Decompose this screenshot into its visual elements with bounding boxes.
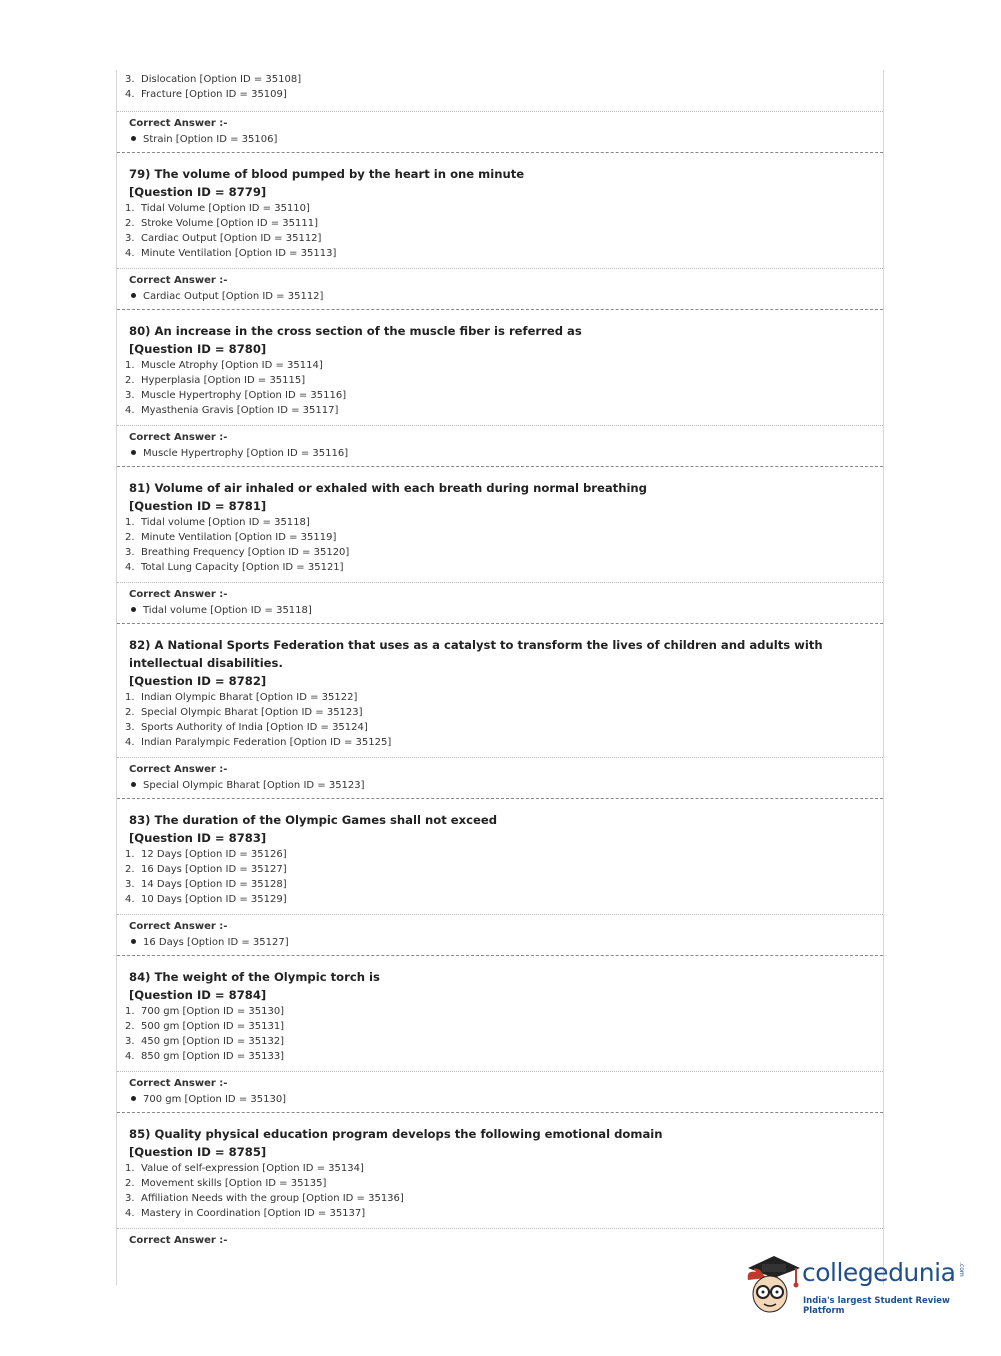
option: 4. 850 gm [Option ID = 35133] [125, 1051, 285, 1062]
correct-answer [117, 583, 883, 623]
option: 4. Total Lung Capacity [Option ID = 35121] [125, 562, 344, 573]
correct-answer-value: Tidal volume [Option ID = 35118] [129, 603, 871, 619]
correct-answer-label: Correct Answer :- [129, 764, 228, 775]
option: 3. Sports Authority of India [Option ID = 35124] [125, 722, 368, 733]
correct-answer-value: Cardiac Output [Option ID = 35112] [129, 289, 871, 305]
question-id: [Question ID = 8780] [129, 342, 267, 356]
question-block [117, 310, 883, 418]
option: 3. 14 Days [Option ID = 35128] [125, 879, 287, 890]
collegedunia-logo [740, 1250, 970, 1320]
option: 1. Value of self-expression [Option ID = 35134] [125, 1163, 364, 1174]
correct-answer [117, 269, 883, 309]
options-list [125, 515, 871, 575]
option: 2. 500 gm [Option ID = 35131] [125, 1021, 285, 1032]
option: 4. 10 Days [Option ID = 35129] [125, 894, 287, 905]
option: 1. 700 gm [Option ID = 35130] [125, 1006, 285, 1017]
question-id: [Question ID = 8783] [129, 831, 267, 845]
logo-wordmark: collegedunia [802, 1258, 956, 1287]
question-text: 79) The volume of blood pumped by the heart in one minute [129, 167, 525, 181]
option: 1. Tidal Volume [Option ID = 35110] [125, 203, 310, 214]
option: 2. Movement skills [Option ID = 35135] [125, 1178, 327, 1189]
correct-answer-label: Correct Answer :- [129, 921, 228, 932]
question-block [117, 153, 883, 261]
option: 3. Affiliation Needs with the group [Option ID = 35136] [125, 1193, 404, 1204]
question-block [117, 1113, 883, 1221]
option: 2. Special Olympic Bharat [Option ID = 35123] [125, 707, 363, 718]
question-text: 82) A National Sports Federation that uses as a catalyst to transform the lives of children and adults with intellectual disabilities. [129, 638, 823, 670]
question-id: [Question ID = 8782] [129, 674, 267, 688]
correct-answer-label: Correct Answer :- [129, 1235, 228, 1246]
question-paper [116, 70, 884, 1285]
question-block [117, 624, 883, 750]
correct-answer [117, 426, 883, 466]
prev-question-options [117, 70, 883, 102]
question-block [117, 799, 883, 907]
options-list [125, 1004, 871, 1064]
question-id: [Question ID = 8785] [129, 1145, 267, 1159]
correct-answer-value: 700 gm [Option ID = 35130] [129, 1092, 871, 1108]
option: 3. Muscle Hypertrophy [Option ID = 35116] [125, 390, 347, 401]
correct-answer-value: Special Olympic Bharat [Option ID = 35123] [129, 778, 871, 794]
correct-answer-label: Correct Answer :- [129, 432, 228, 443]
option: 2. Hyperplasia [Option ID = 35115] [125, 375, 306, 386]
correct-answer-label: Correct Answer :- [129, 589, 228, 600]
question-text: 81) Volume of air inhaled or exhaled with each breath during normal breathing [129, 481, 647, 495]
option: 4. Myasthenia Gravis [Option ID = 35117] [125, 405, 339, 416]
question-text: 80) An increase in the cross section of the muscle fiber is referred as [129, 324, 582, 338]
mascot-icon [740, 1250, 802, 1320]
option: 3. 450 gm [Option ID = 35132] [125, 1036, 285, 1047]
correct-answer-label: Correct Answer :- [129, 1078, 228, 1089]
option: 2. 16 Days [Option ID = 35127] [125, 864, 287, 875]
options-list [125, 1161, 871, 1221]
correct-answer-value: Strain [Option ID = 35106] [129, 132, 871, 148]
option: 4. Fracture [Option ID = 35109] [125, 89, 287, 100]
option: 1. Indian Olympic Bharat [Option ID = 35122] [125, 692, 358, 703]
option: 2. Stroke Volume [Option ID = 35111] [125, 218, 318, 229]
question-id: [Question ID = 8779] [129, 185, 267, 199]
option: 4. Mastery in Coordination [Option ID = 35137] [125, 1208, 366, 1219]
correct-answer [117, 1072, 883, 1112]
option: 2. Minute Ventilation [Option ID = 35119] [125, 532, 337, 543]
logo-suffix: .com [958, 1262, 965, 1277]
question-block [117, 467, 883, 575]
option: 1. Muscle Atrophy [Option ID = 35114] [125, 360, 323, 371]
logo-tagline: India's largest Student Review Platform [803, 1296, 950, 1316]
correct-answer-label: Correct Answer :- [129, 118, 228, 129]
question-text: 84) The weight of the Olympic torch is [129, 970, 380, 984]
correct-answer [117, 758, 883, 798]
options-list [125, 690, 871, 750]
correct-answer-value: Muscle Hypertrophy [Option ID = 35116] [129, 446, 871, 462]
correct-answer-label: Correct Answer :- [129, 275, 228, 286]
option: 4. Indian Paralympic Federation [Option ID = 35125] [125, 737, 392, 748]
option: 3. Breathing Frequency [Option ID = 35120] [125, 547, 350, 558]
question-block [117, 956, 883, 1064]
options-list [125, 201, 871, 261]
option: 3. Cardiac Output [Option ID = 35112] [125, 233, 322, 244]
option: 1. Tidal volume [Option ID = 35118] [125, 517, 310, 528]
question-id: [Question ID = 8784] [129, 988, 267, 1002]
prev-correct-answer [117, 112, 883, 152]
question-text: 85) Quality physical education program develops the following emotional domain [129, 1127, 663, 1141]
option: 4. Minute Ventilation [Option ID = 35113] [125, 248, 337, 259]
options-list [125, 358, 871, 418]
correct-answer-value: 16 Days [Option ID = 35127] [129, 935, 871, 951]
question-id: [Question ID = 8781] [129, 499, 267, 513]
correct-answer [117, 915, 883, 955]
option: 1. 12 Days [Option ID = 35126] [125, 849, 287, 860]
option: 3. Dislocation [Option ID = 35108] [125, 74, 302, 85]
options-list [125, 847, 871, 907]
question-text: 83) The duration of the Olympic Games shall not exceed [129, 813, 498, 827]
